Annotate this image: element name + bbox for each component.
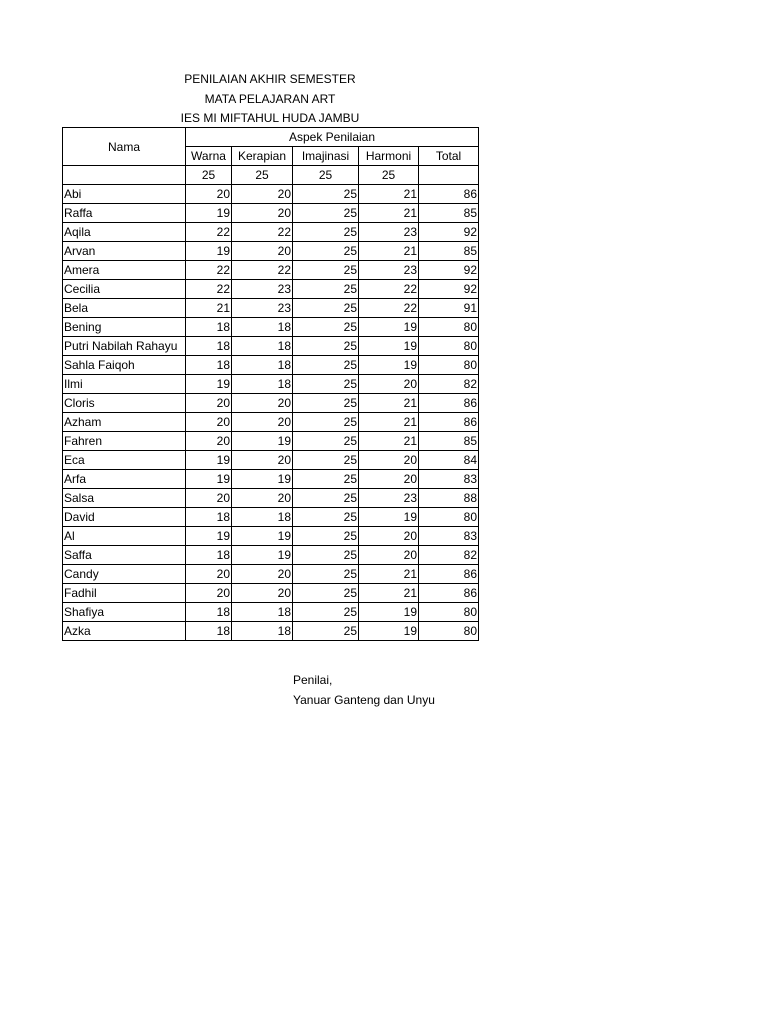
cell-harmoni: 23 xyxy=(359,223,419,242)
table-row xyxy=(63,299,479,318)
cell-kerapian: 20 xyxy=(232,185,293,204)
cell-total: 82 xyxy=(419,375,479,394)
cell-warna: 19 xyxy=(186,204,232,223)
cell-imajinasi: 25 xyxy=(293,584,359,603)
cell-harmoni: 21 xyxy=(359,394,419,413)
cell-imajinasi: 25 xyxy=(293,394,359,413)
cell-imajinasi: 25 xyxy=(293,242,359,261)
table-row xyxy=(63,527,479,546)
cell-harmoni: 19 xyxy=(359,337,419,356)
table-row xyxy=(63,375,479,394)
cell-total: 86 xyxy=(419,584,479,603)
table-row xyxy=(63,223,479,242)
cell-harmoni: 22 xyxy=(359,280,419,299)
table-row xyxy=(63,584,479,603)
cell-imajinasi: 25 xyxy=(293,489,359,508)
title-school: IES MI MIFTAHUL HUDA JAMBU xyxy=(180,111,360,125)
cell-harmoni: 21 xyxy=(359,565,419,584)
table-row xyxy=(63,356,479,375)
cell-harmoni: 21 xyxy=(359,584,419,603)
cell-imajinasi: 25 xyxy=(293,337,359,356)
cell-name: Arfa xyxy=(63,470,186,489)
cell-kerapian: 18 xyxy=(232,375,293,394)
cell-kerapian: 19 xyxy=(232,546,293,565)
cell-total: 80 xyxy=(419,622,479,641)
cell-kerapian: 20 xyxy=(232,565,293,584)
cell-total: 80 xyxy=(419,603,479,622)
cell-total: 86 xyxy=(419,413,479,432)
table-row xyxy=(63,622,479,641)
cell-harmoni: 21 xyxy=(359,432,419,451)
cell-total: 85 xyxy=(419,204,479,223)
table-row xyxy=(63,394,479,413)
table-row xyxy=(63,508,479,527)
cell-name: Cloris xyxy=(63,394,186,413)
cell-imajinasi: 25 xyxy=(293,299,359,318)
cell-total: 80 xyxy=(419,318,479,337)
cell-harmoni: 19 xyxy=(359,508,419,527)
cell-kerapian: 20 xyxy=(232,489,293,508)
cell-name: Salsa xyxy=(63,489,186,508)
cell-warna: 19 xyxy=(186,451,232,470)
cell-kerapian: 19 xyxy=(232,527,293,546)
header-warna: Warna xyxy=(186,147,232,166)
cell-warna: 20 xyxy=(186,413,232,432)
cell-imajinasi: 25 xyxy=(293,223,359,242)
cell-total: 88 xyxy=(419,489,479,508)
cell-name: Arvan xyxy=(63,242,186,261)
cell-warna: 20 xyxy=(186,432,232,451)
cell-name: Azka xyxy=(63,622,186,641)
table-row xyxy=(63,204,479,223)
table-row xyxy=(63,489,479,508)
cell-total: 80 xyxy=(419,337,479,356)
cell-kerapian: 20 xyxy=(232,413,293,432)
cell-kerapian: 19 xyxy=(232,432,293,451)
cell-name: David xyxy=(63,508,186,527)
cell-name: Bening xyxy=(63,318,186,337)
cell-kerapian: 18 xyxy=(232,603,293,622)
cell-total: 86 xyxy=(419,565,479,584)
cell-imajinasi: 25 xyxy=(293,413,359,432)
cell-total: 91 xyxy=(419,299,479,318)
header-harmoni: Harmoni xyxy=(359,147,419,166)
cell-harmoni: 21 xyxy=(359,204,419,223)
cell-warna: 21 xyxy=(186,299,232,318)
cell-name: Bela xyxy=(63,299,186,318)
cell-kerapian: 20 xyxy=(232,451,293,470)
header-imajinasi: Imajinasi xyxy=(293,147,359,166)
cell-name: Sahla Faiqoh xyxy=(63,356,186,375)
cell-harmoni: 20 xyxy=(359,470,419,489)
table-row xyxy=(63,318,479,337)
cell-harmoni: 20 xyxy=(359,527,419,546)
cell-imajinasi: 25 xyxy=(293,432,359,451)
cell-harmoni: 21 xyxy=(359,242,419,261)
cell-imajinasi: 25 xyxy=(293,185,359,204)
cell-name: Fahren xyxy=(63,432,186,451)
cell-warna: 18 xyxy=(186,508,232,527)
cell-imajinasi: 25 xyxy=(293,470,359,489)
cell-total: 92 xyxy=(419,261,479,280)
grades-body xyxy=(63,185,479,641)
cell-imajinasi: 25 xyxy=(293,375,359,394)
grades-table xyxy=(62,127,479,641)
table-row xyxy=(63,432,479,451)
cell-kerapian: 22 xyxy=(232,261,293,280)
document-title-block xyxy=(130,70,410,129)
cell-harmoni: 21 xyxy=(359,413,419,432)
cell-kerapian: 20 xyxy=(232,204,293,223)
cell-warna: 22 xyxy=(186,280,232,299)
cell-total: 85 xyxy=(419,432,479,451)
cell-total: 86 xyxy=(419,185,479,204)
cell-name: Putri Nabilah Rahayu xyxy=(63,337,186,356)
cell-imajinasi: 25 xyxy=(293,261,359,280)
table-row xyxy=(63,413,479,432)
cell-total: 80 xyxy=(419,356,479,375)
cell-warna: 19 xyxy=(186,527,232,546)
max-score-warna: 25 xyxy=(186,166,232,185)
cell-warna: 22 xyxy=(186,261,232,280)
cell-harmoni: 20 xyxy=(359,546,419,565)
cell-imajinasi: 25 xyxy=(293,451,359,470)
cell-kerapian: 22 xyxy=(232,223,293,242)
cell-total: 83 xyxy=(419,470,479,489)
cell-kerapian: 19 xyxy=(232,470,293,489)
cell-harmoni: 20 xyxy=(359,451,419,470)
cell-total: 84 xyxy=(419,451,479,470)
max-score-harmoni: 25 xyxy=(359,166,419,185)
signature-name: Yanuar Ganteng dan Unyu xyxy=(293,692,435,707)
title-assessment: PENILAIAN AKHIR SEMESTER xyxy=(184,72,356,86)
cell-imajinasi: 25 xyxy=(293,356,359,375)
max-score-row xyxy=(63,166,479,185)
cell-name: Amera xyxy=(63,261,186,280)
cell-name: Ilmi xyxy=(63,375,186,394)
header-kerapian: Kerapian xyxy=(232,147,293,166)
cell-harmoni: 19 xyxy=(359,318,419,337)
cell-total: 83 xyxy=(419,527,479,546)
table-row xyxy=(63,242,479,261)
cell-warna: 20 xyxy=(186,584,232,603)
cell-imajinasi: 25 xyxy=(293,280,359,299)
cell-harmoni: 20 xyxy=(359,375,419,394)
cell-warna: 19 xyxy=(186,470,232,489)
cell-total: 80 xyxy=(419,508,479,527)
cell-imajinasi: 25 xyxy=(293,622,359,641)
table-row xyxy=(63,470,479,489)
cell-name: Abi xyxy=(63,185,186,204)
cell-warna: 20 xyxy=(186,185,232,204)
cell-warna: 18 xyxy=(186,622,232,641)
signature-label: Penilai, xyxy=(293,673,333,687)
cell-kerapian: 18 xyxy=(232,622,293,641)
cell-name: Raffa xyxy=(63,204,186,223)
cell-kerapian: 20 xyxy=(232,584,293,603)
header-total: Total xyxy=(419,147,479,166)
header-nama: Nama xyxy=(63,128,186,166)
cell-imajinasi: 25 xyxy=(293,527,359,546)
cell-total: 82 xyxy=(419,546,479,565)
table-row xyxy=(63,565,479,584)
cell-total: 86 xyxy=(419,394,479,413)
cell-warna: 18 xyxy=(186,337,232,356)
cell-kerapian: 23 xyxy=(232,299,293,318)
table-row xyxy=(63,261,479,280)
cell-total: 85 xyxy=(419,242,479,261)
cell-kerapian: 18 xyxy=(232,337,293,356)
cell-warna: 20 xyxy=(186,489,232,508)
cell-harmoni: 22 xyxy=(359,299,419,318)
table-row xyxy=(63,185,479,204)
title-subject: MATA PELAJARAN ART xyxy=(204,91,336,106)
cell-imajinasi: 25 xyxy=(293,318,359,337)
cell-harmoni: 23 xyxy=(359,489,419,508)
cell-kerapian: 20 xyxy=(232,394,293,413)
cell-warna: 18 xyxy=(186,318,232,337)
cell-kerapian: 20 xyxy=(232,242,293,261)
cell-imajinasi: 25 xyxy=(293,204,359,223)
header-aspek-penilaian: Aspek Penilaian xyxy=(186,128,479,147)
cell-name: Saffa xyxy=(63,546,186,565)
cell-warna: 20 xyxy=(186,565,232,584)
cell-warna: 20 xyxy=(186,394,232,413)
table-row xyxy=(63,603,479,622)
table-row xyxy=(63,451,479,470)
cell-name: Azham xyxy=(63,413,186,432)
cell-harmoni: 19 xyxy=(359,622,419,641)
cell-name: Shafiya xyxy=(63,603,186,622)
cell-warna: 19 xyxy=(186,242,232,261)
cell-harmoni: 19 xyxy=(359,603,419,622)
cell-warna: 18 xyxy=(186,546,232,565)
cell-name: Eca xyxy=(63,451,186,470)
signature-block xyxy=(293,671,435,710)
table-row xyxy=(63,337,479,356)
cell-imajinasi: 25 xyxy=(293,603,359,622)
cell-kerapian: 18 xyxy=(232,508,293,527)
cell-name: Al xyxy=(63,527,186,546)
cell-name: Candy xyxy=(63,565,186,584)
cell-warna: 18 xyxy=(186,603,232,622)
cell-warna: 19 xyxy=(186,375,232,394)
max-score-imajinasi: 25 xyxy=(293,166,359,185)
table-row xyxy=(63,280,479,299)
cell-warna: 22 xyxy=(186,223,232,242)
max-score-kerapian: 25 xyxy=(232,166,293,185)
table-row xyxy=(63,546,479,565)
cell-name: Aqila xyxy=(63,223,186,242)
cell-name: Cecilia xyxy=(63,280,186,299)
cell-imajinasi: 25 xyxy=(293,546,359,565)
header-row-group xyxy=(63,128,479,147)
cell-kerapian: 18 xyxy=(232,318,293,337)
cell-total: 92 xyxy=(419,223,479,242)
cell-imajinasi: 25 xyxy=(293,565,359,584)
cell-name: Fadhil xyxy=(63,584,186,603)
cell-kerapian: 23 xyxy=(232,280,293,299)
cell-total: 92 xyxy=(419,280,479,299)
cell-harmoni: 23 xyxy=(359,261,419,280)
cell-harmoni: 21 xyxy=(359,185,419,204)
cell-warna: 18 xyxy=(186,356,232,375)
cell-kerapian: 18 xyxy=(232,356,293,375)
cell-imajinasi: 25 xyxy=(293,508,359,527)
max-score-blank xyxy=(63,166,186,185)
max-score-total xyxy=(419,166,479,185)
cell-harmoni: 19 xyxy=(359,356,419,375)
